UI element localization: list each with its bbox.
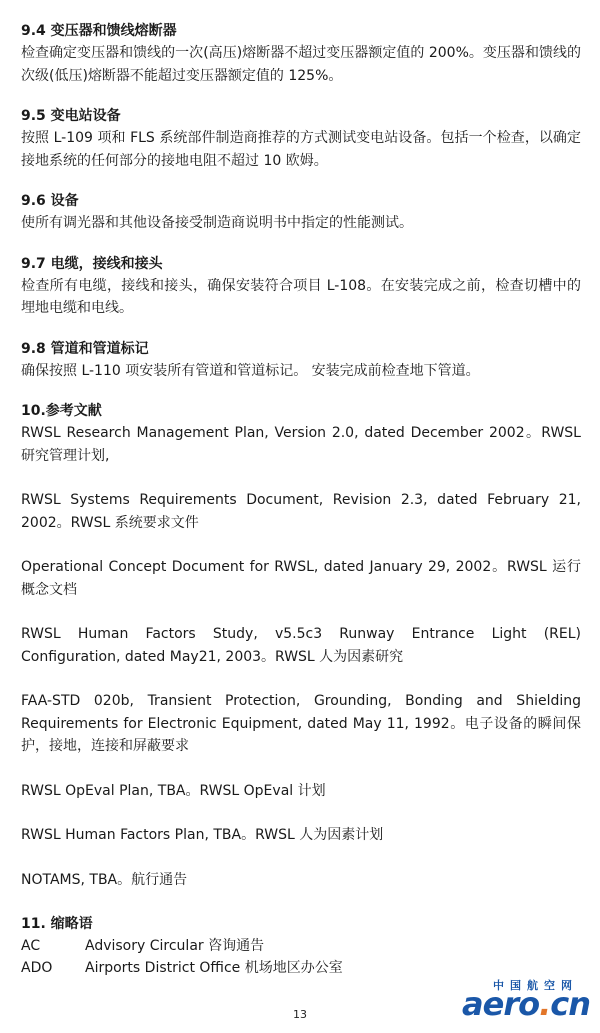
abbreviation-key: ADO: [21, 960, 53, 976]
section-title-9-6: 9.6 设备: [21, 193, 79, 209]
section-title-9-5: 9.5 变电站设备: [21, 108, 121, 124]
aero-cn-watermark-logo: [442, 977, 592, 1023]
reference-item: RWSL OpEval Plan, TBA。RWSL OpEval 计划: [21, 782, 326, 799]
section-body-9-5: 按照 L-109 项和 FLS 系统部件制造商推荐的方式测试变电站设备。包括一个检查，以确定接地系统的任何部分的接地电阻不超过 10 欧姆。: [21, 130, 581, 169]
logo-en-tld: cn: [550, 985, 590, 1023]
reference-item: Operational Concept Document for RWSL, dated January 29, 2002。RWSL 运行概念文档: [21, 559, 581, 598]
logo-chinese-text: 中国航空网: [493, 979, 578, 992]
abbreviation-value: Advisory Circular 咨询通告: [85, 938, 265, 954]
reference-item: RWSL Human Factors Plan, TBA。RWSL 人为因素计划: [21, 827, 384, 843]
abbreviation-key: AC: [21, 938, 41, 954]
section-body-9-6: 使所有调光器和其他设备接受制造商说明书中指定的性能测试。: [21, 215, 413, 231]
reference-item: RWSL Human Factors Study, v5.5c3 Runway Entrance Light (REL) Configuration, dated May21, 2003。RWSL 人为因素研究: [21, 626, 581, 665]
section-title-9-4: 9.4 变压器和馈线熔断器: [21, 23, 177, 39]
reference-item: NOTAMS, TBA。航行通告: [21, 871, 188, 888]
abbreviations-title: 11. 缩略语: [21, 916, 93, 932]
section-body-9-8: 确保按照 L-110 项安装所有管道和管道标记。 安装完成前检查地下管道。: [21, 362, 480, 379]
abbreviation-value: Airports District Office 机场地区办公室: [85, 960, 343, 976]
reference-item: RWSL Research Management Plan, Version 2.0, dated December 2002。RWSL 研究管理计划,: [21, 425, 581, 464]
section-body-9-7: 检查所有电缆，接线和接头，确保安装符合项目 L-108。在安装完成之前，检查切槽中的埋地电缆和电线。: [21, 277, 581, 316]
section-title-9-8: 9.8 管道和管道标记: [21, 340, 149, 357]
page-number: 13: [293, 1008, 307, 1021]
logo-english-text: [462, 987, 590, 1021]
reference-item: RWSL Systems Requirements Document, Revision 2.3, dated February 21, 2002。RWSL 系统要求文件: [21, 492, 581, 531]
logo-en-main: aero: [462, 985, 540, 1023]
document-page: [21, 20, 581, 979]
abbreviation-row: [21, 957, 581, 979]
section-title-9-7: 9.7 电缆，接线和接头: [21, 255, 163, 272]
abbreviation-row: [21, 935, 581, 957]
references-title: 10.参考文献: [21, 403, 102, 419]
section-body-9-4: 检查确定变压器和馈线的一次(高压)熔断器不超过变压器额定值的 200%。变压器和馈线的次级(低压)熔断器不能超过变压器额定值的 125%。: [21, 45, 581, 84]
reference-item: FAA-STD 020b, Transient Protection, Grounding, Bonding and Shielding Requirements for Electronic Equipment, dated May 11, 1992。电子设备的瞬间保护，接地，连接和屏蔽要求: [21, 693, 581, 754]
logo-en-dot: .: [539, 985, 551, 1023]
